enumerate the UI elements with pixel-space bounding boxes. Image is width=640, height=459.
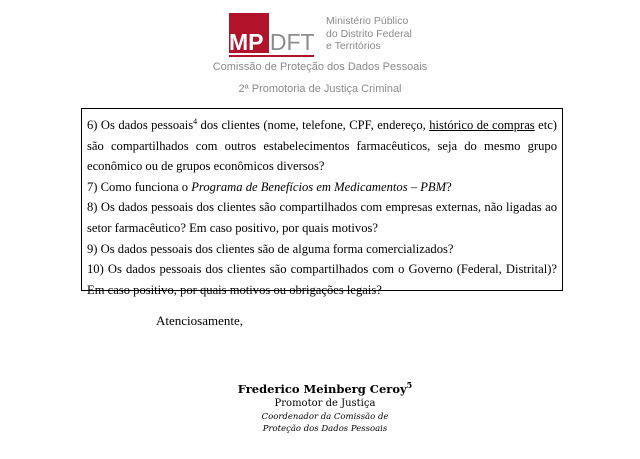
question-6: 6) Os dados pessoais$^4$ dos clientes (nome, telefone, CPF, endereço, histórico de compras etc) são compartilhados com outros estabelecimentos farmacêuticos, seja do mesmo grupo econômico ou de grupos econômicos diversos? xyxy=(87,116,557,174)
program-name: Programa de Benefícios em Medicamentos – PBM xyxy=(191,179,447,194)
commission-title: Comissão de Proteção dos Dados Pessoais xyxy=(212,61,428,73)
signature-name: Frederico Meinberg Ceroy$^5$ xyxy=(237,380,413,396)
promotoria-title: 2ª Promotoria de Justiça Criminal xyxy=(238,83,402,95)
question-7: 7) Como funciona o Programa de Benefícios em Medicamentos – PBM? xyxy=(87,179,452,194)
signature-role: Promotor de Justiça xyxy=(274,398,376,409)
ministry-name: Ministério Público do Distrito Federal e Territórios xyxy=(326,15,412,52)
logo-underline xyxy=(229,55,314,57)
signature-coordinator: Coordenador da Comissão de xyxy=(261,412,389,422)
underlined-term: histórico de compras xyxy=(429,118,535,132)
question-9: 9) Os dados pessoais dos clientes são de alguma forma comercializados? xyxy=(87,241,454,256)
letterhead xyxy=(0,0,640,105)
closing-greeting: Atenciosamente, xyxy=(156,313,243,328)
question-8: 8) Os dados pessoais dos clientes são compartilhados com empresas externas, não ligadas ao setor farmacêutico? Em caso positivo, por quais motivos? xyxy=(87,200,557,235)
question-10: 10) Os dados pessoais dos clientes são compartilhados com o Governo (Federal, Distrital)? Em caso positivo, por quais motivos ou obrigações legais? xyxy=(87,262,557,297)
questions-box xyxy=(81,108,563,297)
signature-commission: Proteção dos Dados Pessoais xyxy=(262,424,388,434)
mpdft-logo: MP DFT xyxy=(229,29,315,55)
footnote-ref: 4 xyxy=(193,116,198,126)
